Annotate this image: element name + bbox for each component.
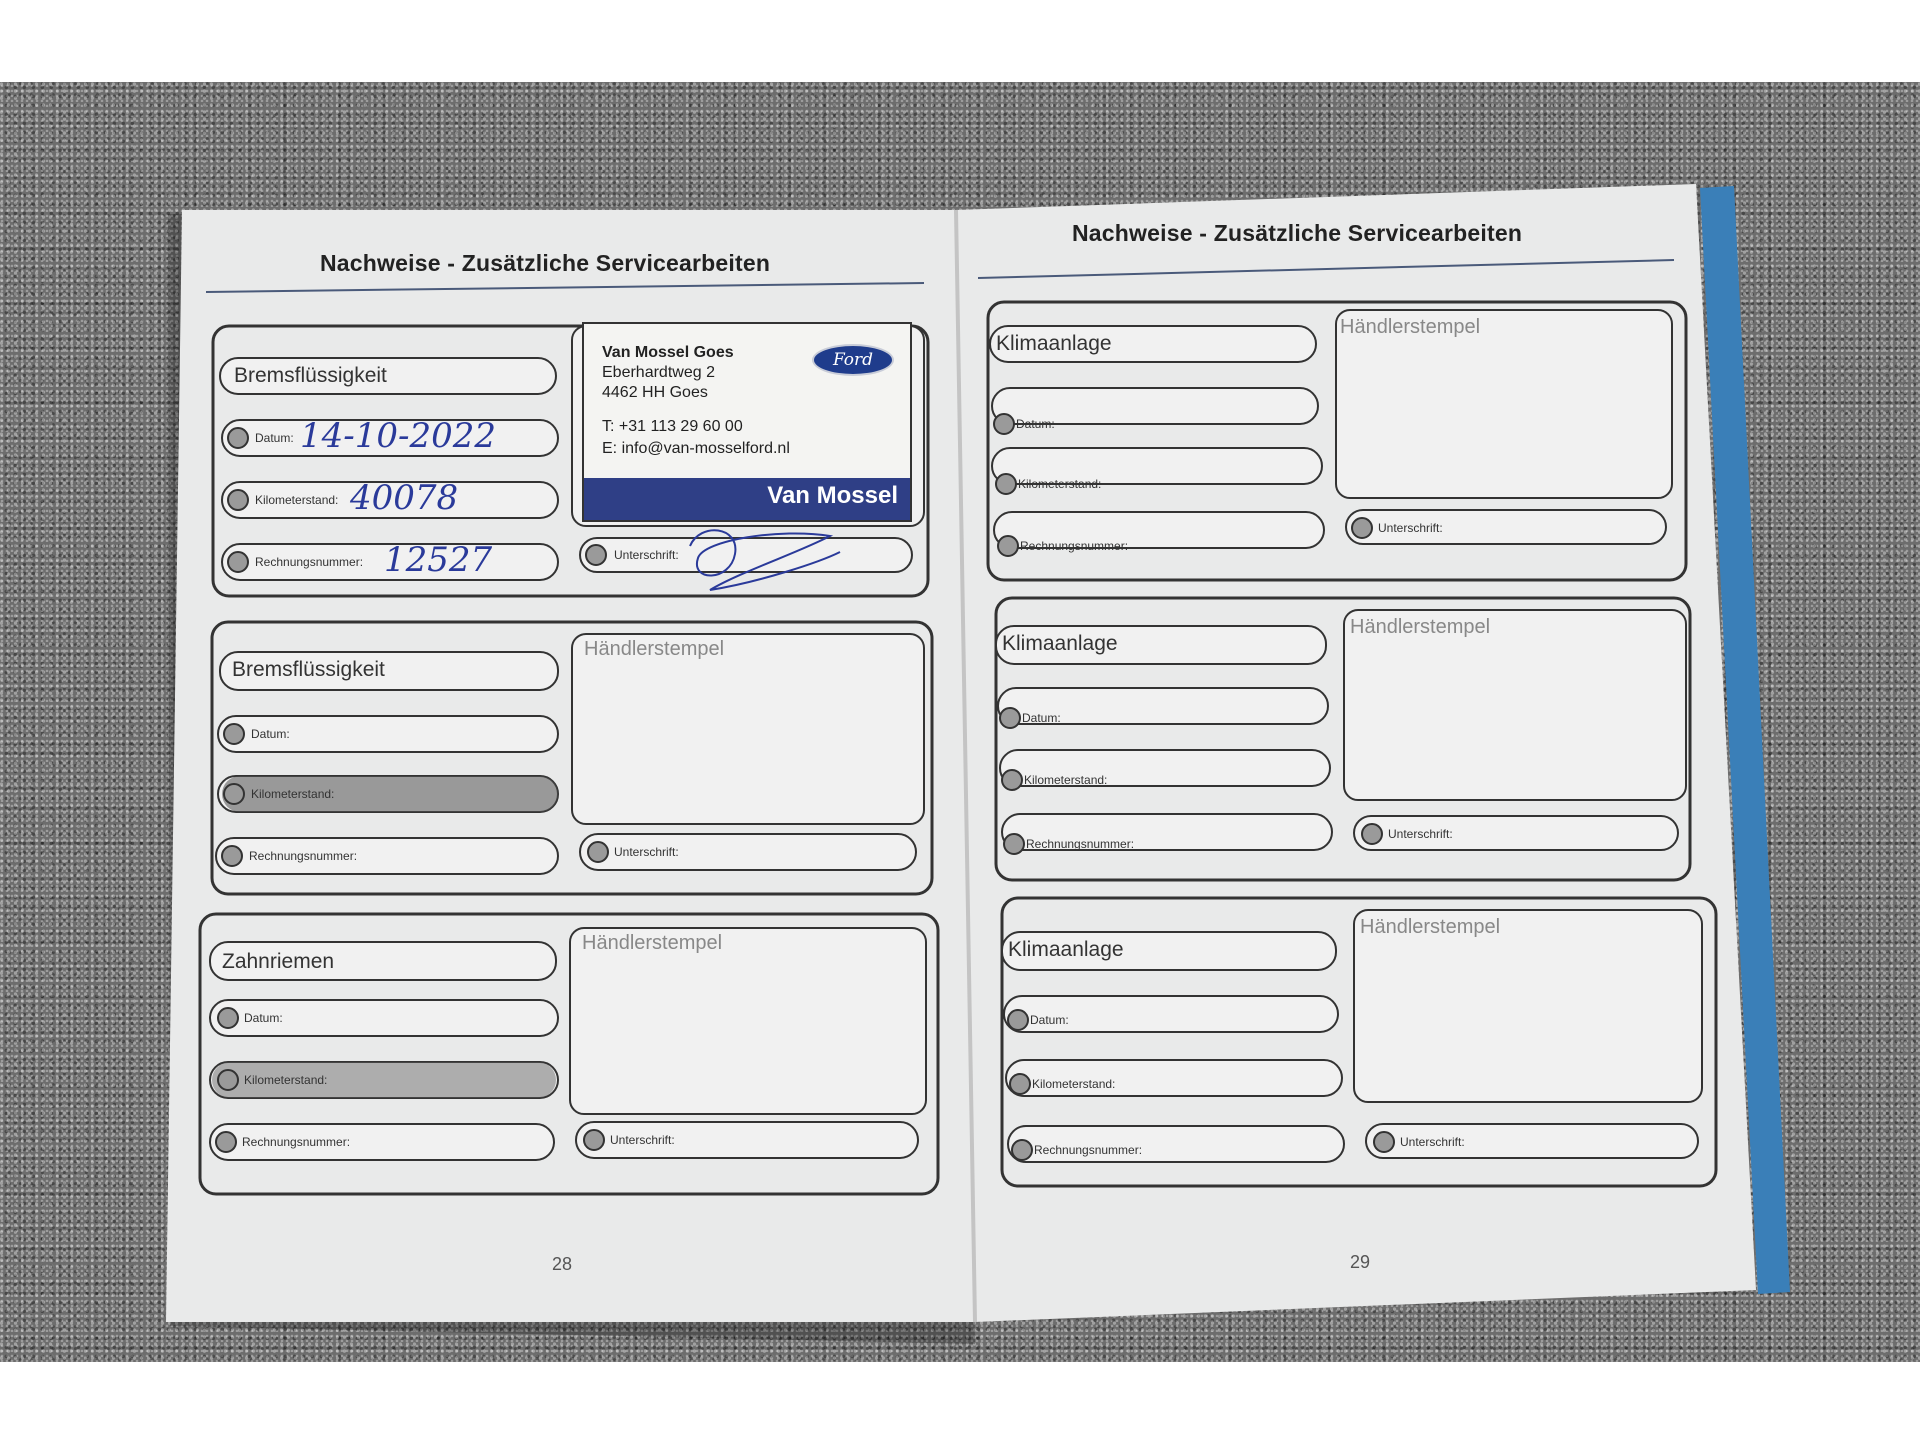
dealer-name: Van Mossel Goes [602, 344, 734, 361]
left-record-3-km-label: Kilometerstand: [244, 1073, 328, 1087]
right-page-number: 29 [1350, 1252, 1371, 1272]
left-record-3-title: Zahnriemen [222, 950, 335, 973]
ford-logo-icon: Ford [812, 344, 894, 376]
right-record-3-title: Klimaanlage [1008, 938, 1124, 961]
left-record-1-rechnung-label: Rechnungsnummer: [255, 555, 364, 569]
left-record-1-km-label: Kilometerstand: [255, 493, 339, 507]
left-page-heading: Nachweise - Zusätzliche Servicearbeiten [320, 250, 771, 276]
right-record-1-title: Klimaanlage [996, 332, 1112, 355]
left-record-2-km-label: Kilometerstand: [251, 787, 335, 801]
right-record-2-title: Klimaanlage [1002, 632, 1118, 655]
dealer-city: 4462 HH Goes [602, 384, 708, 401]
left-record-2-datum-label: Datum: [251, 727, 290, 741]
dealer-brand-band [584, 478, 910, 520]
dealer-stamp [582, 322, 912, 522]
left-record-1-title: Bremsflüssigkeit [234, 364, 387, 387]
left-record-1-datum-label: Datum: [255, 431, 294, 445]
left-record-3-signature-label: Unterschrift: [610, 1133, 675, 1147]
right-record-3-datum-label: Datum: [1030, 1013, 1069, 1027]
right-record-3-rechnung-label: Rechnungsnummer: [1034, 1143, 1143, 1157]
booklet-pages [0, 82, 1920, 1362]
right-record-2-rechnung-label: Rechnungsnummer: [1026, 837, 1135, 851]
left-record-3-datum-label: Datum: [244, 1011, 283, 1025]
left-page-number: 28 [552, 1254, 573, 1274]
left-record-2-stamp-label: Händlerstempel [584, 638, 725, 660]
left-record-1-datum-value: 14-10-2022 [300, 416, 497, 456]
right-record-3-signature-label: Unterschrift: [1400, 1135, 1465, 1149]
left-record-2-title: Bremsflüssigkeit [232, 658, 385, 681]
dealer-street: Eberhardtweg 2 [602, 364, 715, 381]
right-record-3-stamp-label: Händlerstempel [1360, 916, 1501, 938]
right-record-1-km-label: Kilometerstand: [1018, 477, 1102, 491]
right-record-2-signature-label: Unterschrift: [1388, 827, 1453, 841]
left-record-1-km-value: 40078 [350, 478, 459, 518]
left-record-3-stamp-label: Händlerstempel [582, 932, 723, 954]
left-record-3-rechnung-label: Rechnungsnummer: [242, 1135, 351, 1149]
right-record-2-km-label: Kilometerstand: [1024, 773, 1108, 787]
dealer-email: E: info@van-mosselford.nl [602, 440, 790, 457]
right-record-2-datum-label: Datum: [1022, 711, 1061, 725]
right-record-3-km-label: Kilometerstand: [1032, 1077, 1116, 1091]
right-record-1-datum-label: Datum: [1016, 417, 1055, 431]
left-record-2-signature-label: Unterschrift: [614, 845, 679, 859]
right-record-2-stamp-label: Händlerstempel [1350, 616, 1491, 638]
right-record-1-stamp-label: Händlerstempel [1340, 316, 1481, 338]
right-record-1-signature-label: Unterschrift: [1378, 521, 1443, 535]
photo [0, 82, 1920, 1362]
right-record-1-rechnung-label: Rechnungsnummer: [1020, 539, 1129, 553]
left-record-1-signature-label: Unterschrift: [614, 548, 679, 562]
dealer-phone: T: +31 113 29 60 00 [602, 418, 743, 435]
right-page-heading: Nachweise - Zusätzliche Servicearbeiten [1072, 220, 1523, 246]
left-record-1-rechnung-value: 12527 [384, 540, 493, 580]
left-record-2-rechnung-label: Rechnungsnummer: [249, 849, 358, 863]
dealer-brand: Van Mossel [767, 482, 898, 509]
